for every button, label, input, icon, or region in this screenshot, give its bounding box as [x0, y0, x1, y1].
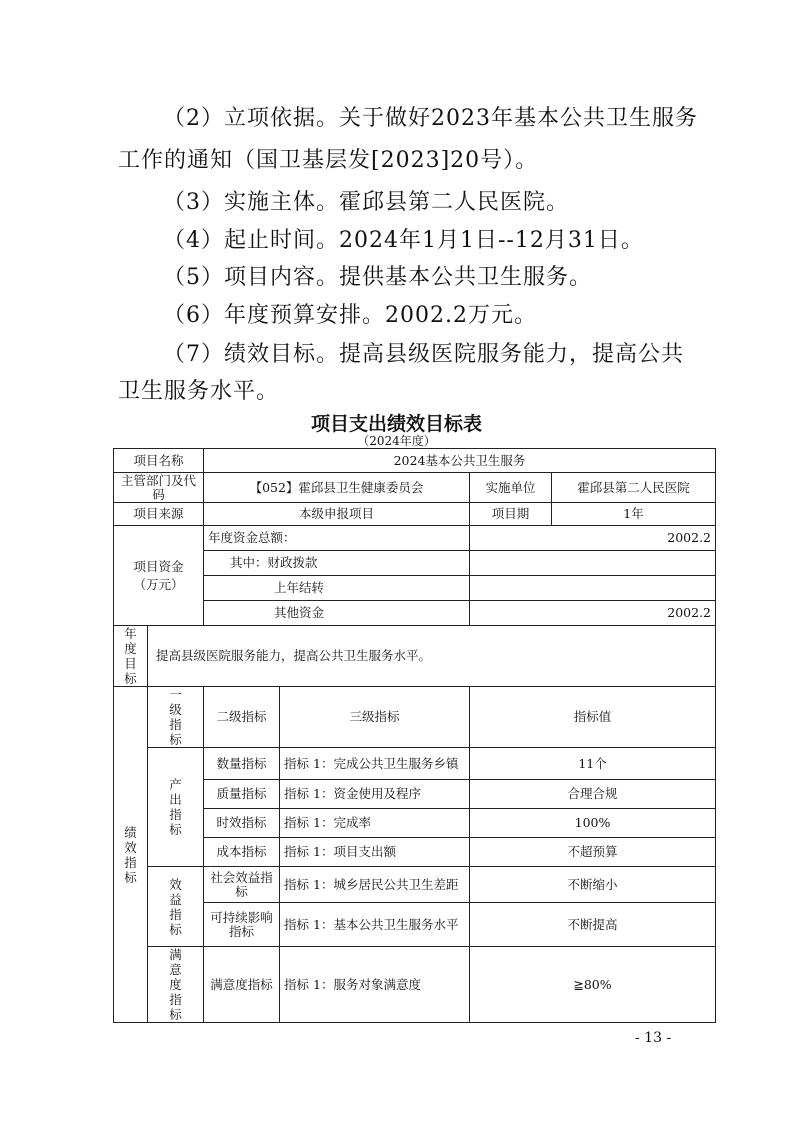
- project-name-label: 项目名称: [114, 449, 204, 473]
- table-row: [114, 947, 716, 1023]
- value-cell: 不超预算: [470, 838, 716, 867]
- funds-other-label: 其他资金: [204, 601, 470, 626]
- period-label: 项目期: [470, 503, 552, 526]
- satisfaction-label-text: 满意度指标: [169, 947, 182, 1022]
- dept-value: 【052】霍邱县卫生健康委员会: [204, 473, 470, 503]
- paragraph-implementer: （3）实施主体。霍邱县第二人民医院。: [163, 190, 569, 215]
- kpi-label-text: 绩效指标: [124, 824, 137, 885]
- funds-fiscal-value: [470, 551, 716, 576]
- table-row: [114, 601, 716, 626]
- funds-other-value: 2002.2: [470, 601, 716, 626]
- level1-header-text: 一级指标: [169, 687, 182, 747]
- level3-cell: 指标 1：完成率: [280, 809, 470, 838]
- table-row: [114, 780, 716, 809]
- level2-cell: 质量指标: [204, 780, 280, 809]
- table-row: [114, 449, 716, 473]
- benefit-label: [148, 867, 204, 947]
- dept-label: 主管部门及代码: [114, 473, 204, 503]
- table-title: 项目支出绩效目标表: [310, 413, 482, 435]
- level2-cell: 时效指标: [204, 809, 280, 838]
- level3-cell: 指标 1：基本公共卫生服务水平: [280, 903, 470, 947]
- paragraph-goal-cont: 卫生服务水平。: [118, 379, 280, 404]
- funds-label: [114, 526, 204, 626]
- table-row: [114, 838, 716, 867]
- value-cell: ≧80%: [470, 947, 716, 1023]
- level2-header: 二级指标: [204, 687, 280, 748]
- table-row: [114, 903, 716, 947]
- paragraph-period: （4）起止时间。2024年1月1日--12月31日。: [163, 228, 644, 253]
- funds-label-text: 项目资金（万元）: [133, 558, 184, 592]
- level1-header: [148, 687, 204, 748]
- paragraph-budget: （6）年度预算安排。2002.2万元。: [163, 303, 537, 328]
- level2-cell: 社会效益指标: [204, 867, 280, 903]
- funds-total-label: 年度资金总额：: [204, 526, 470, 551]
- value-cell: 不断缩小: [470, 867, 716, 903]
- annual-goal-label-text: 年度目标: [124, 626, 137, 686]
- table-row: [114, 809, 716, 838]
- funds-total-value: 2002.2: [470, 526, 716, 551]
- level3-cell: 指标 1：完成公共卫生服务乡镇: [280, 748, 470, 780]
- table-row: [114, 551, 716, 576]
- level2-cell: 数量指标: [204, 748, 280, 780]
- output-label-text: 产出指标: [169, 777, 182, 837]
- level3-cell: 指标 1：服务对象满意度: [280, 947, 470, 1023]
- level2-cell: 可持续影响指标: [204, 903, 280, 947]
- source-label: 项目来源: [114, 503, 204, 526]
- table-row: [114, 687, 716, 748]
- impl-unit-label: 实施单位: [470, 473, 552, 503]
- table-row: [114, 867, 716, 903]
- value-cell: 100%: [470, 809, 716, 838]
- funds-carry-value: [470, 576, 716, 601]
- value-header: 指标值: [470, 687, 716, 748]
- page-number: - 13 -: [635, 1030, 672, 1046]
- paragraph-basis: （2）立项依据。关于做好2023年基本公共卫生服务: [163, 106, 698, 131]
- funds-carry-label: 上年结转: [204, 576, 470, 601]
- paragraph-goal: （7）绩效目标。提高县级医院服务能力，提高公共: [163, 342, 684, 367]
- source-value: 本级申报项目: [204, 503, 470, 526]
- paragraph-basis-cont: 工作的通知（国卫基层发[2023]20号）。: [118, 148, 539, 173]
- level3-cell: 指标 1：城乡居民公共卫生差距: [280, 867, 470, 903]
- value-cell: 不断提高: [470, 903, 716, 947]
- kpi-label: [114, 687, 148, 1023]
- satisfaction-label: [148, 947, 204, 1023]
- table-row: [114, 626, 716, 687]
- value-cell: 合理合规: [470, 780, 716, 809]
- level3-cell: 指标 1：资金使用及程序: [280, 780, 470, 809]
- level3-cell: 指标 1：项目支出额: [280, 838, 470, 867]
- table-row: [114, 576, 716, 601]
- table-subtitle: （2024年度）: [357, 434, 436, 448]
- level2-cell: 成本指标: [204, 838, 280, 867]
- table-row: [114, 748, 716, 780]
- table-row: [114, 526, 716, 551]
- impl-unit-value: 霍邱县第二人民医院: [552, 473, 716, 503]
- benefit-label-text: 效益指标: [169, 876, 182, 937]
- annual-goal-label: [114, 626, 148, 687]
- level2-cell: 满意度指标: [204, 947, 280, 1023]
- performance-target-table: [113, 448, 716, 1023]
- project-name-value: 2024基本公共卫生服务: [204, 449, 716, 473]
- table-row: [114, 473, 716, 503]
- funds-fiscal-label: 其中：财政拨款: [204, 551, 470, 576]
- output-label: [148, 748, 204, 867]
- annual-goal-value: 提高县级医院服务能力，提高公共卫生服务水平。: [148, 626, 716, 687]
- period-value: 1年: [552, 503, 716, 526]
- paragraph-content: （5）项目内容。提供基本公共卫生服务。: [163, 265, 592, 290]
- level3-header: 三级指标: [280, 687, 470, 748]
- table-row: [114, 503, 716, 526]
- value-cell: 11个: [470, 748, 716, 780]
